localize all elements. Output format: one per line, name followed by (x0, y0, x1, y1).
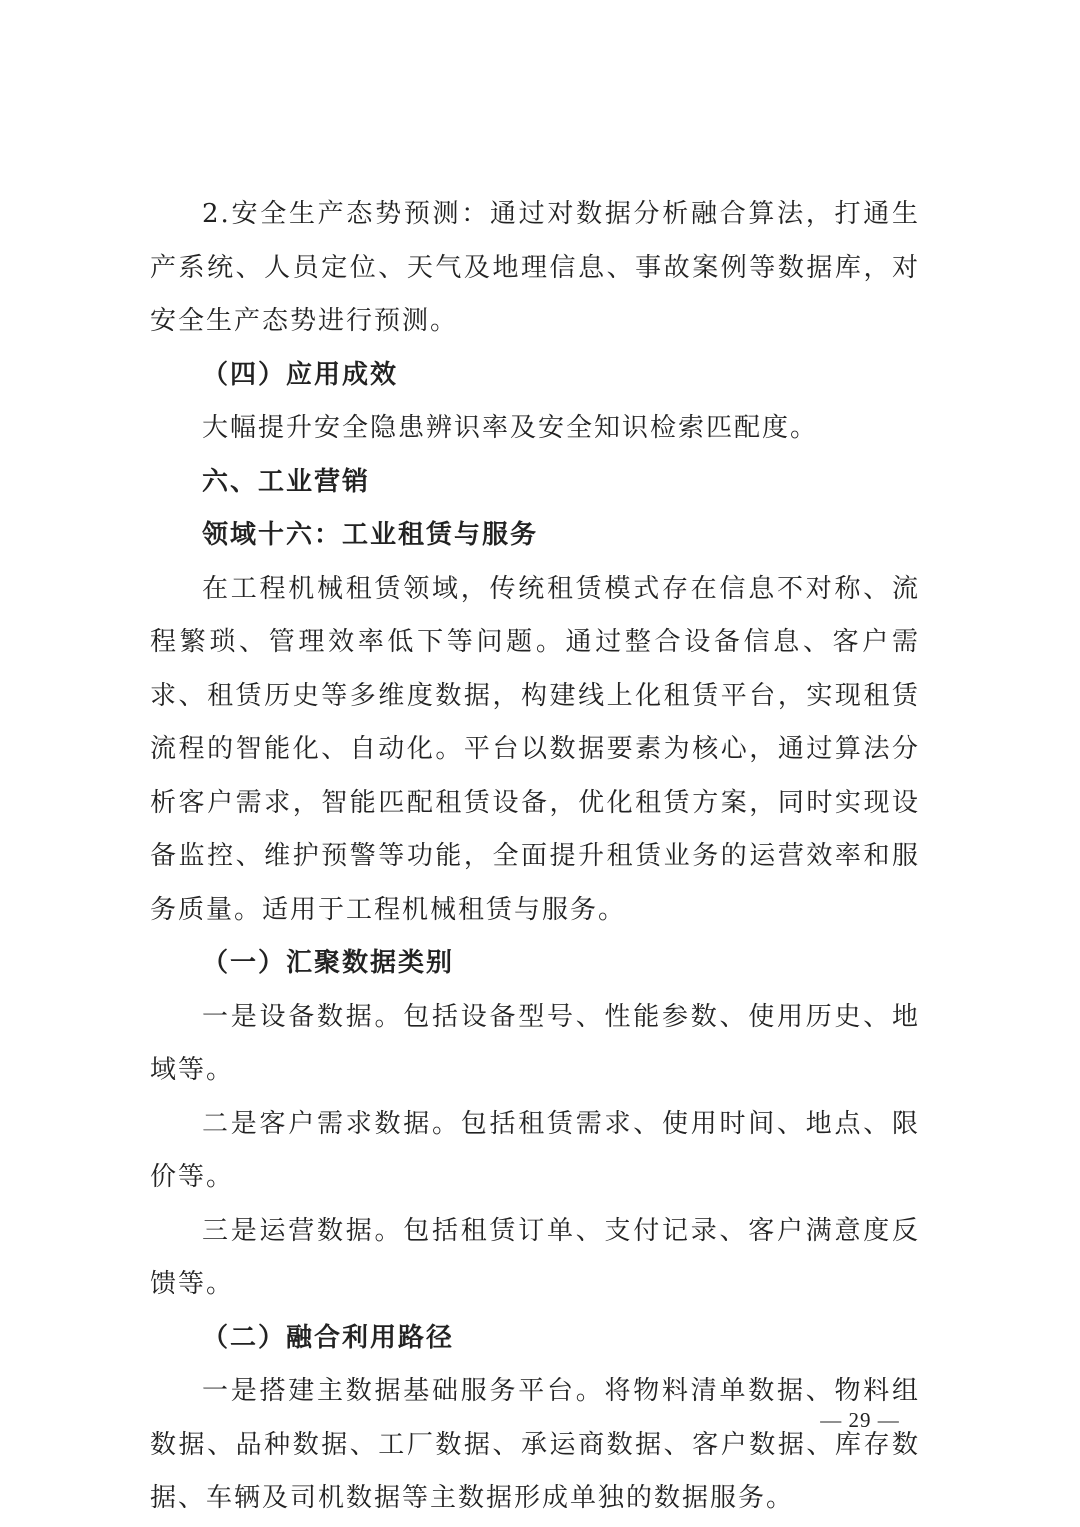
field-heading-industrial-leasing: 领域十六：工业租赁与服务 (202, 520, 539, 550)
paragraph-application-effect: 大幅提升安全隐患辨识率及安全知识检索匹配度。 (202, 413, 819, 443)
section-heading-fusion-path: （二）融合利用路径 (202, 1322, 455, 1353)
section-heading-data-categories: （一）汇聚数据类别 (202, 948, 455, 978)
paragraph-equipment-data: 一是设备数据。包括设备型号、性能参数、使用历史、地域等。 (150, 1001, 920, 1085)
paragraph-customer-demand-data: 二是客户需求数据。包括租赁需求、使用时间、地点、限价等。 (150, 1108, 920, 1192)
paragraph-master-data-platform: 一是搭建主数据基础服务平台。将物料清单数据、物料组数据、品种数据、工厂数据、承运商数据、客户数据、库存数据、车辆及司机数据等主数据形成单独的数据服务。 (150, 1376, 920, 1513)
paragraph-leasing-overview: 在工程机械租赁领域，传统租赁模式存在信息不对称、流程繁琐、管理效率低下等问题。通过整合设备信息、客户需求、租赁历史等多维度数据，构建线上化租赁平台，实现租赁流程的智能化、自动化。平台以数据要素为核心，通过算法分析客户需求，智能匹配租赁设备，优化租赁方案，同时实现设备监控、维护预警等功能，全面提升租赁业务的运营效率和服务质量。适用于工程机械租赁与服务。 (150, 573, 920, 925)
chapter-heading-industrial-marketing: 六、工业营销 (202, 466, 371, 497)
paragraph-operations-data: 三是运营数据。包括租赁订单、支付记录、客户满意度反馈等。 (150, 1215, 920, 1299)
paragraph-safety-trend-forecast: 2.安全生产态势预测：通过对数据分析融合算法，打通生产系统、人员定位、天气及地理信息、事故案例等数据库，对安全生产态势进行预测。 (150, 199, 920, 336)
section-heading-application-effect: （四）应用成效 (202, 359, 399, 390)
document-body (150, 188, 920, 1526)
page-number: — 29 — (820, 1408, 900, 1432)
